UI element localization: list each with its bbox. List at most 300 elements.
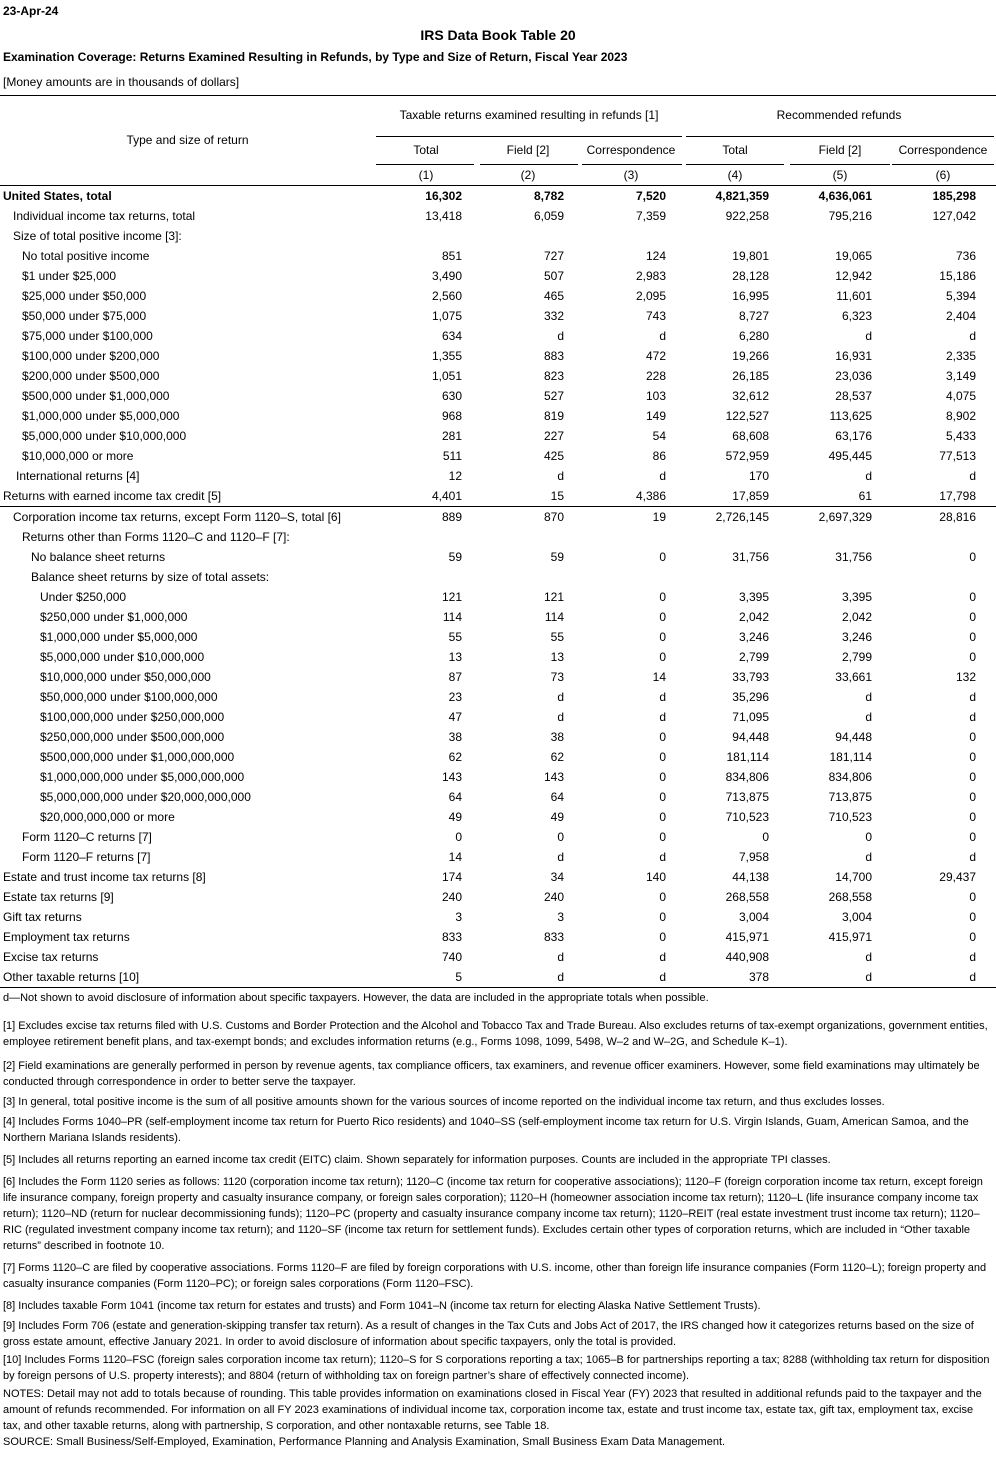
- cell-col-2: d: [462, 967, 564, 988]
- cell-col-3: 0: [659, 790, 666, 804]
- row-label: $1,000,000,000 under $5,000,000,000: [40, 770, 245, 784]
- row-label: Returns other than Forms 1120–C and 1120–F [7]:: [22, 530, 290, 544]
- footnote: [4] Includes Forms 1040–PR (self-employment income tax return for Puerto Rico residents) and 1040–SS (self-employment income tax return for U.S. Virgin Islands, Guam, American Samoa, and the Northern Mariana Islands residents).: [3, 1116, 969, 1144]
- cell-col-3: d: [659, 950, 666, 964]
- cell-col-2: 332: [543, 309, 564, 323]
- col-rule-6: [892, 164, 994, 165]
- cell-col-2: 727: [543, 249, 564, 263]
- cell-col-1: 1,355: [431, 349, 462, 363]
- row-padding: [976, 346, 996, 366]
- col-label-5: Field [2]: [818, 143, 862, 157]
- table-row: [0, 466, 996, 486]
- cell-col-2: 425: [543, 449, 564, 463]
- cell-col-6: d: [969, 850, 976, 864]
- cell-col-6: 29,437: [939, 870, 976, 884]
- cell-col-1: 2,560: [431, 289, 462, 303]
- cell-col-2: 823: [543, 369, 564, 383]
- cell-col-3: 0: [659, 810, 666, 824]
- cell-col-5: 3,395: [841, 590, 872, 604]
- row-padding: [976, 867, 996, 887]
- cell-col-5: d: [769, 967, 872, 988]
- cell-col-3: 0: [659, 830, 666, 844]
- cell-col-1: 0: [455, 830, 462, 844]
- cell-col-3: 0: [659, 550, 666, 564]
- table-row: [0, 567, 996, 587]
- cell-col-5: d: [865, 710, 872, 724]
- footnote: [6] Includes the Form 1120 series as follows: 1120 (corporation income tax return); 1120–C (income tax return for cooperative associations); 1120–F (foreign corporation income tax return, except foreign life insurance company, foreign property and casualty insurance company, or foreign sales corporation); 1120–H (homeowner association income tax return); 1120–L (life insurance company income tax return); 1120–ND (return for nuclear decommissioning funds); 1120–PC (property and casualty insurance company income tax return); 1120–REIT (real estate investment trust income tax return); 1120–RIC (regulated investment company income tax return); and 1120–SF (income tax return for settlement funds). Excludes certain other types of corporation returns, which are included in “Other taxable returns” described in footnote 10.: [3, 1176, 983, 1252]
- cell-col-1: 630: [441, 389, 462, 403]
- cell-col-6: 15,186: [939, 269, 976, 283]
- data-table: [0, 186, 996, 988]
- cell-col-2: 6,059: [533, 209, 564, 223]
- cell-col-2: 240: [543, 890, 564, 904]
- cell-col-3: 0: [659, 730, 666, 744]
- money-note: [Money amounts are in thousands of dollars]: [3, 75, 240, 89]
- cell-col-1: 143: [441, 770, 462, 784]
- cell-col-5: d: [865, 850, 872, 864]
- cell-col-1: 968: [441, 409, 462, 423]
- cell-col-3: [564, 527, 666, 547]
- cell-col-5: 2,799: [841, 650, 872, 664]
- row-label: Balance sheet returns by size of total assets:: [31, 570, 270, 584]
- cell-col-6: 4,075: [945, 389, 976, 403]
- cell-col-4: 2,726,145: [666, 507, 769, 528]
- row-padding: [976, 527, 996, 547]
- cell-col-1: 851: [441, 249, 462, 263]
- cell-col-6: [872, 567, 976, 587]
- cell-col-6: 185,298: [932, 189, 976, 203]
- cell-col-3: 472: [645, 349, 666, 363]
- cell-col-1: 281: [441, 429, 462, 443]
- col-rule-2: [480, 164, 578, 165]
- row-label: $5,000,000,000 under $20,000,000,000: [40, 790, 251, 804]
- row-label: $50,000 under $75,000: [22, 309, 147, 323]
- cell-col-1: 23: [448, 690, 462, 704]
- footnote: NOTES: Detail may not add to totals because of rounding. This table provides information on examinations closed in Fiscal Year (FY) 2023 that resulted in additional refunds paid to the taxpayer and the amount of refunds recommended. For information on all FY 2023 examinations of individual income tax, corporation income tax, estate and trust income tax, estate tax, gift tax, employment tax, excise tax, and other taxable returns, along with partnership, S corporation, and other nontaxable returns, see Table 18.: [3, 1388, 982, 1432]
- footnote-d: d—Not shown to avoid disclosure of information about specific taxpayers. However, the data are included in the appropriate totals when possible.: [3, 992, 709, 1004]
- cell-col-6: d: [969, 950, 976, 964]
- row-padding: [976, 206, 996, 226]
- cell-col-4: 35,296: [732, 690, 769, 704]
- table-row: [0, 967, 996, 988]
- cell-col-1: 4,401: [431, 489, 462, 503]
- cell-col-5: 28,537: [835, 389, 872, 403]
- row-label: Individual income tax returns, total: [13, 209, 196, 223]
- cell-col-2: 8,782: [533, 189, 564, 203]
- footnote: [1] Excludes excise tax returns filed with U.S. Customs and Border Protection and the Alcohol and Tobacco Tax and Trade Bureau. Also excludes returns of tax-exempt organizations, government entities, employee retirement benefit plans, and tax-exempt bonds; and excludes information returns (e.g., Forms 1098, 1099, 5498, W–2 and W–2G, and Schedule K–1).: [3, 1020, 988, 1048]
- cell-col-1: 13,418: [425, 209, 462, 223]
- cell-col-2: 34: [550, 870, 564, 884]
- cell-col-6: 2,404: [945, 309, 976, 323]
- row-label: $200,000 under $500,000: [22, 369, 160, 383]
- cell-col-2: [462, 527, 564, 547]
- cell-col-3: d: [659, 850, 666, 864]
- row-label: Under $250,000: [40, 590, 127, 604]
- cell-col-5: 63,176: [835, 429, 872, 443]
- cell-col-2: 527: [543, 389, 564, 403]
- cell-col-1: 55: [448, 630, 462, 644]
- row-label: No total positive income: [22, 249, 150, 263]
- cell-col-5: 710,523: [828, 810, 872, 824]
- row-padding: [976, 747, 996, 767]
- table-row: [0, 607, 996, 627]
- cell-col-1: 38: [448, 730, 462, 744]
- table-row: [0, 927, 996, 947]
- cell-col-2: d: [557, 850, 564, 864]
- row-label: $20,000,000,000 or more: [40, 810, 175, 824]
- row-padding: [976, 266, 996, 286]
- table-row: [0, 226, 996, 246]
- col-number-3: (3): [623, 168, 639, 182]
- cell-col-1: 3: [455, 910, 462, 924]
- cell-col-2: 114: [544, 610, 564, 624]
- row-padding: [976, 567, 996, 587]
- cell-col-1: 64: [448, 790, 462, 804]
- cell-col-5: 181,114: [829, 750, 872, 764]
- row-padding: [976, 727, 996, 747]
- row-padding: [976, 507, 996, 528]
- cell-col-3: 86: [652, 449, 666, 463]
- table-row: [0, 847, 996, 867]
- cell-col-4: 71,095: [732, 710, 769, 724]
- row-padding: [976, 466, 996, 486]
- cell-col-5: [769, 567, 872, 587]
- col-label-1: Total: [413, 143, 439, 157]
- col-rule-5: [790, 164, 890, 165]
- cell-col-5: 713,875: [828, 790, 872, 804]
- cell-col-1: 49: [448, 810, 462, 824]
- cell-col-2: 73: [550, 670, 564, 684]
- cell-col-3: 54: [652, 429, 666, 443]
- cell-col-4: 122,527: [725, 409, 769, 423]
- row-label: $10,000,000 under $50,000,000: [40, 670, 211, 684]
- cell-col-4: 32,612: [732, 389, 769, 403]
- cell-col-3: 0: [659, 650, 666, 664]
- table-row: [0, 286, 996, 306]
- group-header-returns: Taxable returns examined resulting in refunds [1]: [399, 108, 659, 122]
- cell-col-4: [666, 226, 769, 246]
- cell-col-4: 3,246: [738, 630, 769, 644]
- footnote: [8] Includes taxable Form 1041 (income tax return for estates and trusts) and Form 1041–N (income tax return for electing Alaska Native Settlement Trusts).: [3, 1300, 761, 1312]
- cell-col-3: 14: [652, 670, 666, 684]
- cell-col-3: 0: [659, 750, 666, 764]
- row-label: Form 1120–C returns [7]: [22, 830, 152, 844]
- row-padding: [976, 827, 996, 847]
- cell-col-4: 31,756: [732, 550, 769, 564]
- cell-col-5: d: [865, 690, 872, 704]
- cell-col-3: 0: [659, 910, 666, 924]
- table-title: IRS Data Book Table 20: [420, 27, 576, 43]
- cell-col-5: 94,448: [835, 730, 872, 744]
- cell-col-3: d: [659, 710, 666, 724]
- cell-col-4: 3,395: [738, 590, 769, 604]
- row-label: International returns [4]: [16, 469, 140, 483]
- cell-col-6: 0: [969, 790, 976, 804]
- cell-col-1: 634: [441, 329, 462, 343]
- cell-col-3: d: [659, 329, 666, 343]
- row-label: Estate and trust income tax returns [8]: [3, 870, 206, 884]
- cell-col-5: 415,971: [828, 930, 872, 944]
- row-label: Form 1120–F returns [7]: [22, 850, 151, 864]
- row-padding: [976, 607, 996, 627]
- cell-col-4: 19,801: [732, 249, 769, 263]
- cell-col-4: 17,859: [732, 489, 769, 503]
- col-label-6: Correspondence: [898, 143, 988, 157]
- row-padding: [976, 246, 996, 266]
- group-rule-returns: [376, 136, 682, 137]
- cell-col-2: 227: [543, 429, 564, 443]
- cell-col-2: 49: [550, 810, 564, 824]
- cell-col-4: 2,799: [738, 650, 769, 664]
- cell-col-3: 0: [659, 770, 666, 784]
- cell-col-5: 6,323: [841, 309, 872, 323]
- cell-col-2: 0: [557, 830, 564, 844]
- cell-col-6: d: [969, 469, 976, 483]
- row-padding: [976, 707, 996, 727]
- table-row: [0, 446, 996, 466]
- cell-col-5: 11,601: [836, 289, 872, 303]
- cell-col-1: 511: [442, 449, 462, 463]
- col-number-1: (1): [418, 168, 434, 182]
- cell-col-5: d: [865, 329, 872, 343]
- cell-col-5: 3,246: [841, 630, 872, 644]
- table-row: [0, 587, 996, 607]
- cell-col-6: 77,513: [939, 449, 976, 463]
- row-label: $1 under $25,000: [22, 269, 117, 283]
- row-padding: [976, 547, 996, 567]
- table-row: [0, 206, 996, 226]
- table-row: [0, 527, 996, 547]
- cell-col-6: 5,394: [945, 289, 976, 303]
- cell-col-2: d: [557, 710, 564, 724]
- cell-col-1: 833: [441, 930, 462, 944]
- table-row: [0, 386, 996, 406]
- cell-col-4: [666, 567, 769, 587]
- cell-col-5: 12,942: [835, 269, 872, 283]
- cell-col-3: 4,386: [635, 489, 666, 503]
- footnote: [10] Includes Forms 1120–FSC (foreign sales corporation income tax return); 1120–S for S corporations reporting a tax; 1065–B for partnerships reporting a tax; 8288 (withholding tax return for disposition by foreign persons of U.S. property interests); and 8804 (return of withholding tax on foreign partner’s share of effectively connected income).: [3, 1354, 990, 1382]
- cell-col-1: 47: [448, 710, 462, 724]
- row-padding: [976, 627, 996, 647]
- col-number-5: (5): [832, 168, 848, 182]
- cell-col-3: 743: [645, 309, 666, 323]
- cell-col-1: 13: [448, 650, 462, 664]
- cell-col-1: [376, 527, 462, 547]
- table-row: [0, 687, 996, 707]
- footnote: [7] Forms 1120–C are filed by cooperative associations. Forms 1120–F are filed by foreign corporations with U.S. income, other than foreign life insurance companies (Form 1120–L); foreign property and casualty insurance companies (Form 1120–PC); or foreign sales corporations (Form 1120–FSC).: [3, 1262, 987, 1290]
- row-label: $500,000 under $1,000,000: [22, 389, 170, 403]
- cell-col-4: 26,185: [732, 369, 769, 383]
- row-label: $5,000,000 under $10,000,000: [22, 429, 187, 443]
- table-row: [0, 707, 996, 727]
- col-label-2: Field [2]: [506, 143, 550, 157]
- cell-col-2: 870: [462, 507, 564, 528]
- cell-col-3: 140: [645, 870, 666, 884]
- table-row: [0, 627, 996, 647]
- table-row: [0, 306, 996, 326]
- table-subtitle: Examination Coverage: Returns Examined Resulting in Refunds, by Type and Size of Return, Fiscal Year 2023: [3, 50, 628, 64]
- footnote: [2] Field examinations are generally performed in person by revenue agents, tax compliance officers, tax examiners, and revenue officer examiners. However, some field examinations may ultimately be conducted through correspondence in order to better serve the taxpayer.: [3, 1060, 980, 1088]
- cell-col-1: 1,051: [431, 369, 462, 383]
- table-row: [0, 727, 996, 747]
- cell-col-6: 127,042: [932, 209, 976, 223]
- row-padding: [976, 386, 996, 406]
- cell-col-5: 19,065: [835, 249, 872, 263]
- row-padding: [976, 226, 996, 246]
- cell-col-4: 713,875: [725, 790, 769, 804]
- cell-col-3: 7,359: [635, 209, 666, 223]
- table-row: [0, 346, 996, 366]
- cell-col-4: 19,266: [732, 349, 769, 363]
- table-row: [0, 266, 996, 286]
- cell-col-1: [376, 567, 462, 587]
- row-label: $1,000,000 under $5,000,000: [22, 409, 180, 423]
- cell-col-4: 28,128: [732, 269, 769, 283]
- cell-col-4: 33,793: [732, 670, 769, 684]
- cell-col-2: 15: [550, 489, 564, 503]
- cell-col-2: 143: [543, 770, 564, 784]
- cell-col-3: 228: [645, 369, 666, 383]
- col-number-2: (2): [520, 168, 536, 182]
- table-row: [0, 366, 996, 386]
- cell-col-4: 0: [762, 830, 769, 844]
- cell-col-2: 13: [550, 650, 564, 664]
- row-label: $10,000,000 or more: [22, 449, 134, 463]
- cell-col-4: 4,821,359: [715, 189, 769, 203]
- cell-col-2: 3: [557, 910, 564, 924]
- cell-col-3: d: [659, 690, 666, 704]
- cell-col-5: 3,004: [841, 910, 872, 924]
- cell-col-6: d: [969, 710, 976, 724]
- cell-col-5: 268,558: [828, 890, 872, 904]
- row-label: $25,000 under $50,000: [22, 289, 147, 303]
- table-row: [0, 867, 996, 887]
- row-label: $100,000,000 under $250,000,000: [40, 710, 225, 724]
- table-row: [0, 406, 996, 426]
- cell-col-2: d: [557, 690, 564, 704]
- cell-col-1: 16,302: [425, 189, 462, 203]
- table-row: [0, 887, 996, 907]
- col-number-6: (6): [935, 168, 951, 182]
- row-label: $100,000 under $200,000: [22, 349, 160, 363]
- cell-col-6: 17,798: [939, 489, 976, 503]
- cell-col-1: 3,490: [431, 269, 462, 283]
- cell-col-6: [872, 226, 976, 246]
- table-row: [0, 787, 996, 807]
- row-label: $250,000 under $1,000,000: [40, 610, 188, 624]
- table-row: [0, 947, 996, 967]
- row-padding: [976, 887, 996, 907]
- table-row: [0, 486, 996, 507]
- cell-col-5: 31,756: [835, 550, 872, 564]
- cell-col-4: 8,727: [738, 309, 769, 323]
- cell-col-6: d: [969, 690, 976, 704]
- cell-col-1: 240: [441, 890, 462, 904]
- row-padding: [976, 326, 996, 346]
- cell-col-2: 55: [550, 630, 564, 644]
- row-label: Excise tax returns: [3, 950, 99, 964]
- cell-col-2: 883: [543, 349, 564, 363]
- cell-col-4: 6,280: [738, 329, 769, 343]
- cell-col-1: 87: [448, 670, 462, 684]
- footnote: [5] Includes all returns reporting an earned income tax credit (EITC) claim. Shown separately for information purposes. Counts are included in the appropriate TPI classes.: [3, 1154, 831, 1166]
- row-padding: [976, 787, 996, 807]
- row-label: Gift tax returns: [3, 910, 82, 924]
- cell-col-3: 149: [645, 409, 666, 423]
- col-number-4: (4): [727, 168, 743, 182]
- cell-col-6: 0: [969, 630, 976, 644]
- cell-col-2: 62: [550, 750, 564, 764]
- cell-col-2: d: [557, 469, 564, 483]
- cell-col-5: 23,036: [835, 369, 872, 383]
- cell-col-3: 124: [645, 249, 666, 263]
- row-label: Other taxable returns [10]: [0, 967, 376, 988]
- cell-col-6: 3,149: [945, 369, 976, 383]
- cell-col-4: 834,806: [725, 770, 769, 784]
- cell-col-2: [462, 226, 564, 246]
- cell-col-2: [462, 567, 564, 587]
- cell-col-6: 0: [969, 910, 976, 924]
- cell-col-3: d: [564, 967, 666, 988]
- cell-col-4: 3,004: [738, 910, 769, 924]
- cell-col-6: 5,433: [945, 429, 976, 443]
- cell-col-1: 12: [448, 469, 462, 483]
- cell-col-5: 16,931: [835, 349, 872, 363]
- cell-col-3: 0: [659, 890, 666, 904]
- col-rule-4: [686, 164, 784, 165]
- cell-col-6: 28,816: [872, 507, 976, 528]
- cell-col-4: 922,258: [725, 209, 769, 223]
- row-padding: [976, 587, 996, 607]
- cell-col-6: 0: [969, 610, 976, 624]
- col-rule-3: [582, 164, 682, 165]
- table-row: [0, 507, 996, 528]
- cell-col-3: d: [659, 469, 666, 483]
- cell-col-6: d: [969, 329, 976, 343]
- row-padding: [976, 406, 996, 426]
- cell-col-3: [564, 567, 666, 587]
- stub-header: Type and size of return: [126, 133, 249, 147]
- cell-col-5: 495,445: [828, 449, 872, 463]
- row-label: $250,000,000 under $500,000,000: [40, 730, 225, 744]
- table-row: [0, 807, 996, 827]
- cell-col-5: 4,636,061: [818, 189, 872, 203]
- cell-col-6: 8,902: [945, 409, 976, 423]
- row-label: $500,000,000 under $1,000,000,000: [40, 750, 235, 764]
- footnote: [9] Includes Form 706 (estate and generation-skipping transfer tax return). As a result of changes in the Tax Cuts and Jobs Act of 2017, the IRS changed how it categorizes returns based on the size of gross estate amount, effective January 2021. In order to avoid disclosure of information about specific taxpayers, only the total is provided.: [3, 1320, 974, 1348]
- cell-col-2: 38: [550, 730, 564, 744]
- cell-col-5: d: [865, 469, 872, 483]
- row-label: Returns with earned income tax credit [5]: [3, 489, 222, 503]
- cell-col-6: 0: [969, 770, 976, 784]
- cell-col-4: 415,971: [725, 930, 769, 944]
- col-rule-1: [376, 164, 474, 165]
- cell-col-2: d: [557, 329, 564, 343]
- row-padding: [976, 186, 996, 206]
- row-padding: [976, 426, 996, 446]
- row-padding: [976, 286, 996, 306]
- row-label: $75,000 under $100,000: [22, 329, 153, 343]
- cell-col-6: 132: [955, 670, 976, 684]
- table-row: [0, 827, 996, 847]
- table-row: [0, 547, 996, 567]
- cell-col-6: 736: [955, 249, 976, 263]
- cell-col-5: [769, 527, 872, 547]
- cell-col-5: 795,216: [828, 209, 872, 223]
- col-label-4: Total: [722, 143, 748, 157]
- table-row: [0, 186, 996, 206]
- cell-col-2: 121: [543, 590, 564, 604]
